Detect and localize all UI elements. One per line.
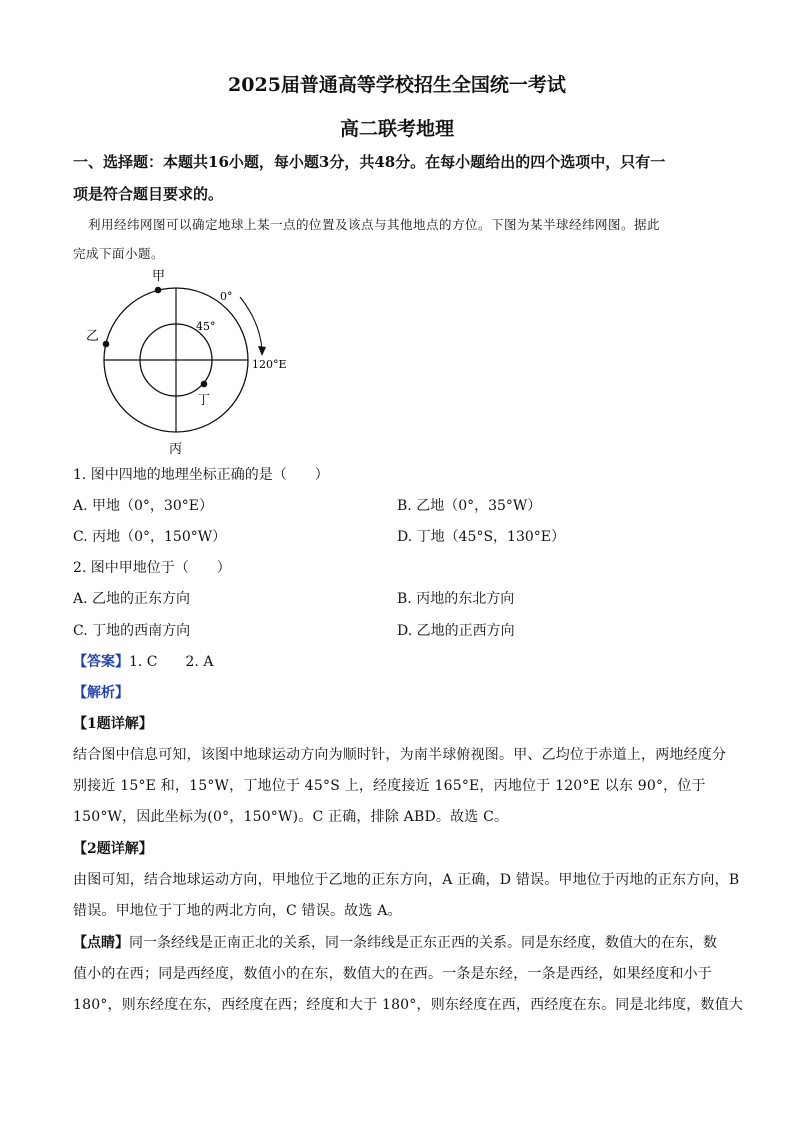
question-1-option-b: B. 乙地（0°，35°W） xyxy=(397,498,542,514)
detail-1-label: 【1题详解】 xyxy=(73,716,153,732)
tip-line: 180°，则东经度在东，西经度在西；经度和大于 180°，则东经度在西，西经度在东。同是北纬度，数值大 xyxy=(73,997,744,1013)
label-jia: 甲 xyxy=(152,269,166,284)
rotation-arrowhead xyxy=(258,346,266,356)
tip-text: 同一条经线是正南正北的关系，同一条纬线是正东正西的关系。同是东经度，数值大的在东，数 xyxy=(129,935,717,951)
question-1-stem: 1. 图中四地的地理坐标正确的是（ ） xyxy=(73,467,329,483)
point-jia xyxy=(155,287,162,294)
question-1-option-d: D. 丁地（45°S，130°E） xyxy=(397,529,565,545)
detail-1-line: 150°W，因此坐标为(0°，150°W)。C 正确，排除 ABD。故选 C。 xyxy=(73,809,509,825)
point-ding xyxy=(201,381,208,388)
page-title: 2025届普通高等学校招生全国统一考试 xyxy=(228,74,566,96)
question-2-stem: 2. 图中甲地位于（ ） xyxy=(73,560,231,576)
intro-line2: 完成下面小题。 xyxy=(73,246,165,261)
tip-line: 值小的在西；同是西经度，数值小的在东，数值大的在西。一条是东经，一条是西经，如果经度和小于 xyxy=(73,966,712,982)
label-0-degree: 0° xyxy=(220,290,233,303)
detail-1-line: 结合图中信息可知，该图中地球运动方向为顺时针，为南半球俯视图。甲、乙均位于赤道上，两地经度分 xyxy=(73,747,727,763)
tip-label: 【点睛】 xyxy=(73,935,129,951)
detail-2-label: 【2题详解】 xyxy=(73,841,153,857)
detail-1-line: 别接近 15°E 和，15°W，丁地位于 45°S 上，经度接近 165°E，丙地位于 120°E 以东 90°，位于 xyxy=(73,778,706,794)
label-120e: 120°E xyxy=(252,358,287,371)
label-ding: 丁 xyxy=(197,393,211,408)
question-1-option-c: C. 丙地（0°，150°W） xyxy=(73,529,227,545)
label-bing: 丙 xyxy=(169,442,183,457)
section-heading-line1: 一、选择题：本题共16小题，每小题3分，共48分。在每小题给出的四个选项中，只有一 xyxy=(73,153,666,171)
answer-line xyxy=(73,651,213,671)
analysis-label: 【解析】 xyxy=(73,685,129,701)
point-yi xyxy=(103,341,110,348)
question-2-option-d: D. 乙地的正西方向 xyxy=(397,623,515,639)
intro-line1: 利用经纬网图可以确定地球上某一点的位置及该点与其他地点的方位。下图为某半球经纬网图。据此 xyxy=(88,217,661,232)
label-yi: 乙 xyxy=(86,329,100,344)
question-1-option-a: A. 甲地（0°，30°E） xyxy=(73,498,213,514)
question-2-option-b: B. 丙地的东北方向 xyxy=(397,591,515,607)
section-heading-line2: 项是符合题目要求的。 xyxy=(73,185,224,203)
answer-label: 【答案】 xyxy=(73,654,129,670)
graticule-figure xyxy=(80,262,310,462)
detail-2-line: 错误。甲地位于丁地的两北方向，C 错误。故选 A。 xyxy=(73,903,402,919)
tip-line-1 xyxy=(73,932,717,952)
label-45-degree: 45° xyxy=(196,320,216,333)
rotation-arrow xyxy=(240,297,262,350)
page-subtitle: 高二联考地理 xyxy=(339,118,454,140)
detail-2-line: 由图可知，结合地球运动方向，甲地位于乙地的正东方向，A 正确，D 错误。甲地位于丙地的正东方向，B xyxy=(73,872,740,888)
question-2-option-c: C. 丁地的西南方向 xyxy=(73,623,191,639)
question-2-option-a: A. 乙地的正东方向 xyxy=(73,591,191,607)
answer-text: 1. C 2. A xyxy=(129,654,214,670)
